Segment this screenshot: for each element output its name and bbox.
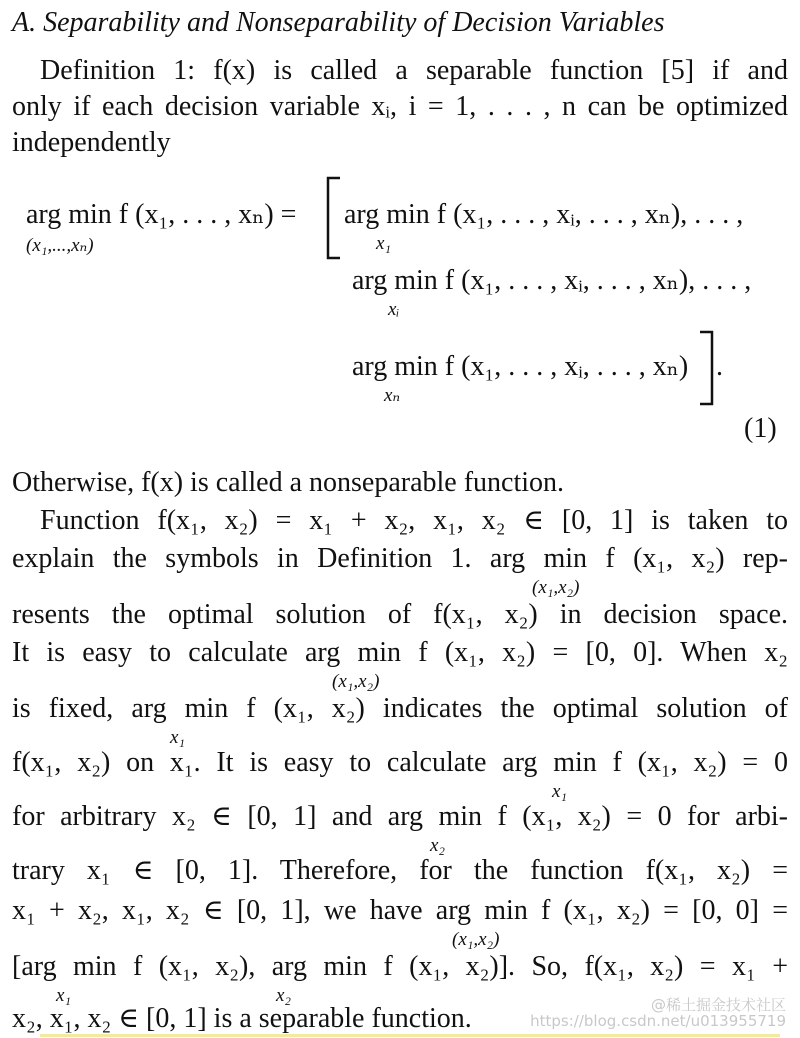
paragraph-line-7-subscript: x₁ [552, 781, 568, 802]
paragraph-line-3: explain the symbols in Definition 1. arg min f (x₁, x₂) rep- [12, 543, 788, 574]
paragraph-line-11-subscript-a: x₁ [56, 985, 72, 1006]
right-bracket [696, 330, 718, 406]
paragraph-line-3-subscript: (x₁,x₂) [532, 577, 580, 598]
paragraph-line-2: Function f(x₁, x₂) = x₁ + x₂, x₁, x₂ ∈ [0, 1] is taken to [40, 505, 788, 536]
paragraph-line-8: for arbitrary x₂ ∈ [0, 1] and arg min f (x₁, x₂) = 0 for arbi- [12, 801, 788, 832]
paragraph-line-4: resents the optimal solution of f(x₁, x₂) in decision space. [12, 599, 788, 630]
equation-row-3-subscript: xₙ [384, 385, 401, 406]
paragraph-line-10-subscript: (x₁,x₂) [452, 929, 500, 950]
highlight-underline [40, 1034, 780, 1037]
equation-row-2-subscript: xᵢ [388, 299, 400, 320]
equation-row-2: arg min f (x₁, . . . , xᵢ, . . . , xₙ), . . . , [352, 265, 752, 296]
paragraph-line-1: Otherwise, f(x) is called a nonseparable function. [12, 467, 565, 498]
paragraph-line-10: x₁ + x₂, x₁, x₂ ∈ [0, 1], we have arg min f (x₁, x₂) = [0, 0] = [12, 895, 788, 926]
equation-lhs: arg min f (x₁, . . . , xₙ) = [26, 199, 297, 230]
equation-number: (1) [744, 413, 777, 444]
equation-row-1: arg min f (x₁, . . . , xᵢ, . . . , xₙ), . . . , [344, 199, 744, 230]
left-bracket [322, 176, 344, 260]
definition-line-1: Definition 1: f(x) is called a separable function [5] if and [40, 55, 788, 86]
paragraph-line-5: It is easy to calculate arg min f (x₁, x₂) = [0, 0]. When x₂ [12, 637, 788, 668]
paragraph-line-6-subscript: x₁ [170, 727, 186, 748]
paragraph-line-11-subscript-b: x₂ [276, 985, 292, 1006]
paragraph-line-7: f(x₁, x₂) on x₁. It is easy to calculate arg min f (x₁, x₂) = 0 [12, 747, 788, 778]
definition-line-2: only if each decision variable xᵢ, i = 1, . . . , n can be optimized [12, 91, 788, 122]
equation-row-1-subscript: x₁ [376, 233, 392, 254]
equation-lhs-subscript: (x₁,...,xₙ) [26, 235, 94, 256]
paragraph-line-8-subscript: x₂ [430, 835, 446, 856]
paragraph-line-12: x₂, x₁, x₂ ∈ [0, 1] is a separable function. [12, 1003, 472, 1034]
equation-period: . [716, 351, 723, 382]
paragraph-line-6: is fixed, arg min f (x₁, x₂) indicates the optimal solution of [12, 693, 788, 724]
watermark-community: @稀土掘金技术社区 [650, 996, 786, 1014]
paragraph-line-11: [arg min f (x₁, x₂), arg min f (x₁, x₂)]. So, f(x₁, x₂) = x₁ + [12, 951, 788, 982]
section-heading: A. Separability and Nonseparability of Decision Variables [12, 7, 665, 38]
watermark-url: https://blog.csdn.net/u013955719 [530, 1012, 786, 1030]
definition-line-3: independently [12, 127, 171, 158]
equation-row-3: arg min f (x₁, . . . , xᵢ, . . . , xₙ) [352, 351, 689, 382]
paragraph-line-5-subscript: (x₁,x₂) [332, 671, 380, 692]
paragraph-line-9: trary x₁ ∈ [0, 1]. Therefore, for the function f(x₁, x₂) = [12, 855, 788, 886]
